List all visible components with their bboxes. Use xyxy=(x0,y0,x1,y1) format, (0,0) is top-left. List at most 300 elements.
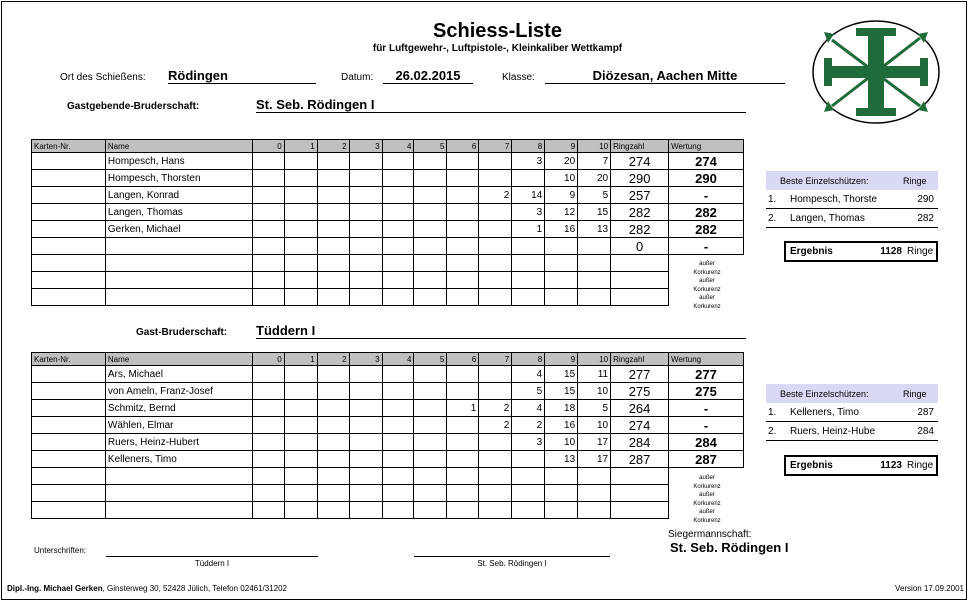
ring-count-cell: 3 xyxy=(512,204,545,221)
ringzahl-cell: 275 xyxy=(611,383,669,400)
ergebnis-unit: Ringe xyxy=(907,460,934,471)
wertung-cell: 274 xyxy=(669,153,744,170)
karten-nr-cell xyxy=(32,238,106,255)
ring-count-cell xyxy=(349,187,382,204)
empty-cell xyxy=(611,468,669,485)
ring-count-cell xyxy=(382,187,414,204)
ausser-konkurrenz-note: Korkurenz xyxy=(693,500,721,507)
column-header: 0 xyxy=(252,353,284,366)
ring-count-cell xyxy=(479,221,512,238)
table-row xyxy=(32,400,744,417)
ring-count-cell xyxy=(382,221,414,238)
ring-count-cell xyxy=(317,221,349,238)
ring-count-cell: 11 xyxy=(578,366,611,383)
empty-cell xyxy=(479,468,512,485)
ring-count-cell xyxy=(414,170,447,187)
shooter-name: Ars, Michael xyxy=(105,366,252,383)
ausser-konkurrenz-note: außer xyxy=(699,278,715,284)
ring-count-cell xyxy=(317,187,349,204)
empty-cell xyxy=(414,502,447,519)
team1-label: Gastgebende-Bruderschaft: xyxy=(67,101,200,112)
team2-best-shooters xyxy=(766,384,938,441)
ring-count-cell xyxy=(349,170,382,187)
ring-count-cell xyxy=(349,221,382,238)
team1-score-table xyxy=(31,139,744,306)
ring-count-cell xyxy=(479,434,512,451)
empty-cell xyxy=(349,289,382,306)
ringzahl-cell: 282 xyxy=(611,204,669,221)
page-title: Schiess-Liste xyxy=(433,20,562,42)
ausser-konkurrenz-note: Korkurenz xyxy=(693,483,721,490)
empty-cell xyxy=(479,289,512,306)
ring-count-cell: 16 xyxy=(545,417,578,434)
ring-count-cell xyxy=(252,400,284,417)
ring-count-cell xyxy=(414,366,447,383)
ring-count-cell xyxy=(479,383,512,400)
ring-count-cell xyxy=(447,221,479,238)
page-subtitle: für Luftgewehr-, Luftpistole-, Kleinkaliber Wettkampf xyxy=(372,43,623,54)
ring-count-cell: 15 xyxy=(545,383,578,400)
ring-count-cell xyxy=(284,366,317,383)
empty-cell xyxy=(252,255,284,272)
empty-cell xyxy=(382,255,414,272)
ring-count-cell xyxy=(382,400,414,417)
column-header: Name xyxy=(105,353,252,366)
ringzahl-cell: 264 xyxy=(611,400,669,417)
ausser-konkurrenz-note: außer xyxy=(699,475,715,481)
empty-cell xyxy=(105,289,252,306)
ring-count-cell xyxy=(512,238,545,255)
author-name: Dipl.-Ing. Michael Gerken xyxy=(7,584,103,593)
ring-count-cell xyxy=(447,417,479,434)
column-header: 9 xyxy=(545,353,578,366)
empty-cell xyxy=(545,272,578,289)
ring-count-cell: 20 xyxy=(545,153,578,170)
ring-count-cell: 5 xyxy=(578,187,611,204)
empty-cell xyxy=(32,272,106,289)
ring-count-cell xyxy=(284,400,317,417)
empty-cell xyxy=(578,485,611,502)
ring-count-cell: 9 xyxy=(545,187,578,204)
empty-cell xyxy=(447,468,479,485)
ring-count-cell: 20 xyxy=(578,170,611,187)
ring-count-cell xyxy=(252,204,284,221)
shooter-name: von Ameln, Franz-Josef xyxy=(105,383,252,400)
ring-count-cell: 1 xyxy=(512,221,545,238)
empty-cell xyxy=(252,485,284,502)
ring-count-cell: 10 xyxy=(545,434,578,451)
column-header: 7 xyxy=(479,140,512,153)
empty-cell xyxy=(284,502,317,519)
signature-line-1 xyxy=(106,556,318,557)
ring-count-cell xyxy=(479,153,512,170)
ring-count-cell xyxy=(317,170,349,187)
empty-cell xyxy=(284,289,317,306)
column-header: 4 xyxy=(382,140,414,153)
empty-cell xyxy=(105,255,252,272)
empty-cell xyxy=(252,468,284,485)
ring-count-cell xyxy=(349,400,382,417)
column-header: 4 xyxy=(382,353,414,366)
ergebnis-label: Ergebnis xyxy=(790,246,833,257)
ringzahl-cell: 290 xyxy=(611,170,669,187)
table-row xyxy=(32,417,744,434)
ring-count-cell xyxy=(447,434,479,451)
ring-count-cell xyxy=(447,170,479,187)
ring-count-cell: 1 xyxy=(447,400,479,417)
ring-count-cell: 10 xyxy=(578,417,611,434)
column-header: 1 xyxy=(284,140,317,153)
best-rank: 1. xyxy=(768,406,777,418)
table-row xyxy=(32,383,744,400)
ring-count-cell xyxy=(252,187,284,204)
ring-count-cell xyxy=(317,204,349,221)
empty-cell xyxy=(382,289,414,306)
empty-cell xyxy=(317,289,349,306)
team1-ausser-notes xyxy=(677,260,737,311)
empty-cell xyxy=(545,485,578,502)
empty-cell xyxy=(414,255,447,272)
empty-cell xyxy=(32,502,106,519)
ring-count-cell: 2 xyxy=(512,417,545,434)
ring-count-cell xyxy=(349,451,382,468)
empty-cell xyxy=(479,502,512,519)
ring-count-cell xyxy=(414,221,447,238)
team1-ergebnis xyxy=(784,241,938,262)
column-header: Karten-Nr. xyxy=(32,140,106,153)
best-header: Beste Einzelschützen: xyxy=(780,388,869,399)
karten-nr-cell xyxy=(32,204,106,221)
empty-cell xyxy=(105,502,252,519)
empty-cell xyxy=(105,485,252,502)
empty-cell xyxy=(512,485,545,502)
empty-cell xyxy=(349,485,382,502)
ausser-konkurrenz-note: außer xyxy=(699,295,715,301)
ring-count-cell xyxy=(317,366,349,383)
ring-count-cell xyxy=(349,153,382,170)
best-name: Langen, Thomas xyxy=(790,212,865,224)
empty-cell xyxy=(32,468,106,485)
ring-count-cell xyxy=(447,204,479,221)
ring-count-cell xyxy=(382,153,414,170)
ring-count-cell xyxy=(382,434,414,451)
ring-count-cell: 3 xyxy=(512,153,545,170)
ring-count-cell: 3 xyxy=(512,434,545,451)
ring-count-cell xyxy=(479,170,512,187)
table-row xyxy=(32,170,744,187)
ring-count-cell xyxy=(284,187,317,204)
ring-count-cell: 13 xyxy=(545,451,578,468)
karten-nr-cell xyxy=(32,153,106,170)
shooter-name: Kelleners, Timo xyxy=(105,451,252,468)
empty-cell xyxy=(545,255,578,272)
team2-ergebnis xyxy=(784,455,938,476)
shooter-name: Gerken, Michael xyxy=(105,221,252,238)
wertung-cell: - xyxy=(669,187,744,204)
ring-count-cell xyxy=(284,153,317,170)
empty-cell xyxy=(512,468,545,485)
table-row xyxy=(32,366,744,383)
empty-cell xyxy=(578,272,611,289)
ort-label: Ort des Schießens: xyxy=(60,72,146,83)
ring-count-cell: 16 xyxy=(545,221,578,238)
ring-count-cell: 13 xyxy=(578,221,611,238)
empty-cell xyxy=(252,289,284,306)
empty-row xyxy=(32,272,744,289)
ring-count-cell xyxy=(252,434,284,451)
wertung-cell: 277 xyxy=(669,366,744,383)
team2-label: Gast-Bruderschaft: xyxy=(136,327,228,338)
table-row xyxy=(32,221,744,238)
ring-count-cell: 5 xyxy=(578,400,611,417)
empty-cell xyxy=(349,255,382,272)
empty-cell xyxy=(578,468,611,485)
crossed-arrows-logo xyxy=(810,18,942,126)
ring-count-cell xyxy=(545,238,578,255)
empty-cell xyxy=(252,502,284,519)
shooter-name: Schmitz, Bernd xyxy=(105,400,252,417)
column-header: 3 xyxy=(349,140,382,153)
ring-count-cell xyxy=(317,238,349,255)
table-header-row xyxy=(32,140,744,153)
empty-cell xyxy=(414,485,447,502)
empty-cell xyxy=(611,255,669,272)
column-header: 7 xyxy=(479,353,512,366)
empty-cell xyxy=(578,289,611,306)
empty-cell xyxy=(512,289,545,306)
best-ringe: 290 xyxy=(917,193,934,205)
column-header: 1 xyxy=(284,353,317,366)
ring-count-cell xyxy=(317,400,349,417)
ring-count-cell xyxy=(349,383,382,400)
empty-cell xyxy=(32,255,106,272)
ringzahl-cell: 0 xyxy=(611,238,669,255)
empty-cell xyxy=(284,272,317,289)
ring-count-cell: 17 xyxy=(578,434,611,451)
column-header: 2 xyxy=(317,353,349,366)
empty-cell xyxy=(382,485,414,502)
empty-cell xyxy=(512,502,545,519)
datum-label: Datum: xyxy=(341,72,374,83)
empty-cell xyxy=(349,468,382,485)
ausser-konkurrenz-note: Korkurenz xyxy=(693,286,721,293)
ring-count-cell xyxy=(382,366,414,383)
best-name: Hompesch, Thorste xyxy=(790,193,878,205)
ring-count-cell xyxy=(382,417,414,434)
empty-cell xyxy=(317,468,349,485)
empty-cell xyxy=(578,502,611,519)
ring-count-cell xyxy=(317,434,349,451)
ort-value: Rödingen xyxy=(168,68,316,84)
best-rank: 1. xyxy=(768,193,777,205)
ring-count-cell: 5 xyxy=(512,383,545,400)
ringzahl-cell: 282 xyxy=(611,221,669,238)
ring-count-cell xyxy=(284,451,317,468)
signature-caption-1: Tüddern I xyxy=(194,559,230,568)
ring-count-cell xyxy=(252,153,284,170)
ring-count-cell xyxy=(414,417,447,434)
wertung-cell: 282 xyxy=(669,204,744,221)
ring-count-cell xyxy=(252,170,284,187)
column-header: Ringzahl xyxy=(611,353,669,366)
best-name: Kelleners, Timo xyxy=(790,406,859,418)
empty-cell xyxy=(512,272,545,289)
ring-count-cell xyxy=(447,383,479,400)
ring-count-cell xyxy=(349,366,382,383)
ring-count-cell xyxy=(578,238,611,255)
ring-count-cell xyxy=(414,400,447,417)
wertung-cell: 275 xyxy=(669,383,744,400)
ringzahl-cell: 274 xyxy=(611,153,669,170)
best-ringe: 282 xyxy=(917,212,934,224)
column-header: 6 xyxy=(447,140,479,153)
empty-cell xyxy=(32,485,106,502)
ring-count-cell xyxy=(252,383,284,400)
empty-cell xyxy=(512,255,545,272)
ring-count-cell xyxy=(349,434,382,451)
sieger-value: St. Seb. Rödingen I xyxy=(670,540,789,555)
team2-ausser-notes xyxy=(677,474,737,525)
column-header: 9 xyxy=(545,140,578,153)
empty-cell xyxy=(545,502,578,519)
ring-count-cell xyxy=(349,238,382,255)
table-header-row xyxy=(32,353,744,366)
ausser-konkurrenz-note: außer xyxy=(699,509,715,515)
ergebnis-value: 1123 xyxy=(880,460,902,471)
signature-caption-2: St. Seb. Rödingen I xyxy=(477,559,547,568)
ring-count-cell xyxy=(252,366,284,383)
ring-count-cell xyxy=(447,187,479,204)
wertung-cell: - xyxy=(669,400,744,417)
empty-cell xyxy=(447,502,479,519)
ring-count-cell xyxy=(414,204,447,221)
author-line xyxy=(7,584,287,593)
ring-count-cell xyxy=(512,170,545,187)
signature-line-2 xyxy=(414,556,610,557)
wertung-cell: 287 xyxy=(669,451,744,468)
ring-count-cell: 2 xyxy=(479,417,512,434)
klasse-label: Klasse: xyxy=(502,72,535,83)
ring-count-cell xyxy=(414,153,447,170)
karten-nr-cell xyxy=(32,187,106,204)
ring-count-cell xyxy=(317,451,349,468)
empty-row xyxy=(32,502,744,519)
column-header: 5 xyxy=(414,140,447,153)
ausser-konkurrenz-note: Korkurenz xyxy=(693,303,721,310)
ring-count-cell: 2 xyxy=(479,400,512,417)
ring-count-cell xyxy=(284,204,317,221)
ausser-konkurrenz-note: außer xyxy=(699,492,715,498)
column-header: 0 xyxy=(252,140,284,153)
wertung-cell: 282 xyxy=(669,221,744,238)
datum-value: 26.02.2015 xyxy=(383,68,473,84)
empty-cell xyxy=(447,272,479,289)
klasse-value: Diözesan, Aachen Mitte xyxy=(545,68,785,84)
empty-cell xyxy=(317,255,349,272)
ring-count-cell xyxy=(414,383,447,400)
ringzahl-cell: 277 xyxy=(611,366,669,383)
column-header: Ringzahl xyxy=(611,140,669,153)
ring-count-cell xyxy=(447,451,479,468)
column-header: 8 xyxy=(512,353,545,366)
shooter-name: Hompesch, Thorsten xyxy=(105,170,252,187)
ring-count-cell: 15 xyxy=(545,366,578,383)
empty-cell xyxy=(252,272,284,289)
ring-count-cell xyxy=(382,204,414,221)
wertung-cell: 284 xyxy=(669,434,744,451)
empty-row xyxy=(32,289,744,306)
empty-cell xyxy=(611,502,669,519)
best-ringe: 287 xyxy=(917,406,934,418)
version-label: Version 17.09.2001 xyxy=(895,584,964,593)
wertung-cell: - xyxy=(669,238,744,255)
column-header: 5 xyxy=(414,353,447,366)
ring-count-cell xyxy=(317,417,349,434)
ring-count-cell: 10 xyxy=(578,383,611,400)
empty-cell xyxy=(284,468,317,485)
team2-name: Tüddern I xyxy=(256,323,746,339)
ring-count-cell: 14 xyxy=(512,187,545,204)
column-header: Wertung xyxy=(669,140,744,153)
empty-cell xyxy=(32,289,106,306)
ring-count-cell xyxy=(284,221,317,238)
table-row xyxy=(32,434,744,451)
empty-cell xyxy=(105,468,252,485)
ring-count-cell: 2 xyxy=(479,187,512,204)
empty-cell xyxy=(447,485,479,502)
ring-count-cell xyxy=(447,153,479,170)
column-header: 6 xyxy=(447,353,479,366)
ausser-konkurrenz-note: Korkurenz xyxy=(693,517,721,524)
empty-cell xyxy=(317,485,349,502)
ring-count-cell xyxy=(479,238,512,255)
empty-cell xyxy=(611,289,669,306)
empty-row xyxy=(32,468,744,485)
empty-cell xyxy=(414,468,447,485)
ring-count-cell xyxy=(447,238,479,255)
ring-count-cell xyxy=(284,238,317,255)
empty-cell xyxy=(349,502,382,519)
wertung-cell: - xyxy=(669,417,744,434)
ring-count-cell xyxy=(414,187,447,204)
ring-count-cell xyxy=(284,434,317,451)
ring-count-cell xyxy=(512,451,545,468)
shooter-name: Hompesch, Hans xyxy=(105,153,252,170)
ring-count-cell: 4 xyxy=(512,400,545,417)
ergebnis-value: 1128 xyxy=(880,246,902,257)
ring-count-cell xyxy=(414,238,447,255)
column-header: Karten-Nr. xyxy=(32,353,106,366)
ring-count-cell xyxy=(252,238,284,255)
shooter-name: Langen, Thomas xyxy=(105,204,252,221)
ring-count-cell xyxy=(317,153,349,170)
best-header: Beste Einzelschützen: xyxy=(780,175,869,186)
ring-count-cell xyxy=(284,417,317,434)
team1-best-shooters xyxy=(766,171,938,228)
best-rank: 2. xyxy=(768,212,777,224)
ring-count-cell: 15 xyxy=(578,204,611,221)
ring-count-cell xyxy=(382,451,414,468)
column-header: 3 xyxy=(349,353,382,366)
ringzahl-cell: 287 xyxy=(611,451,669,468)
sieger-label: Siegermannschaft: xyxy=(668,529,752,540)
ring-count-cell: 12 xyxy=(545,204,578,221)
ring-count-cell xyxy=(349,204,382,221)
karten-nr-cell xyxy=(32,417,106,434)
column-header: 2 xyxy=(317,140,349,153)
ring-count-cell: 17 xyxy=(578,451,611,468)
empty-cell xyxy=(414,272,447,289)
